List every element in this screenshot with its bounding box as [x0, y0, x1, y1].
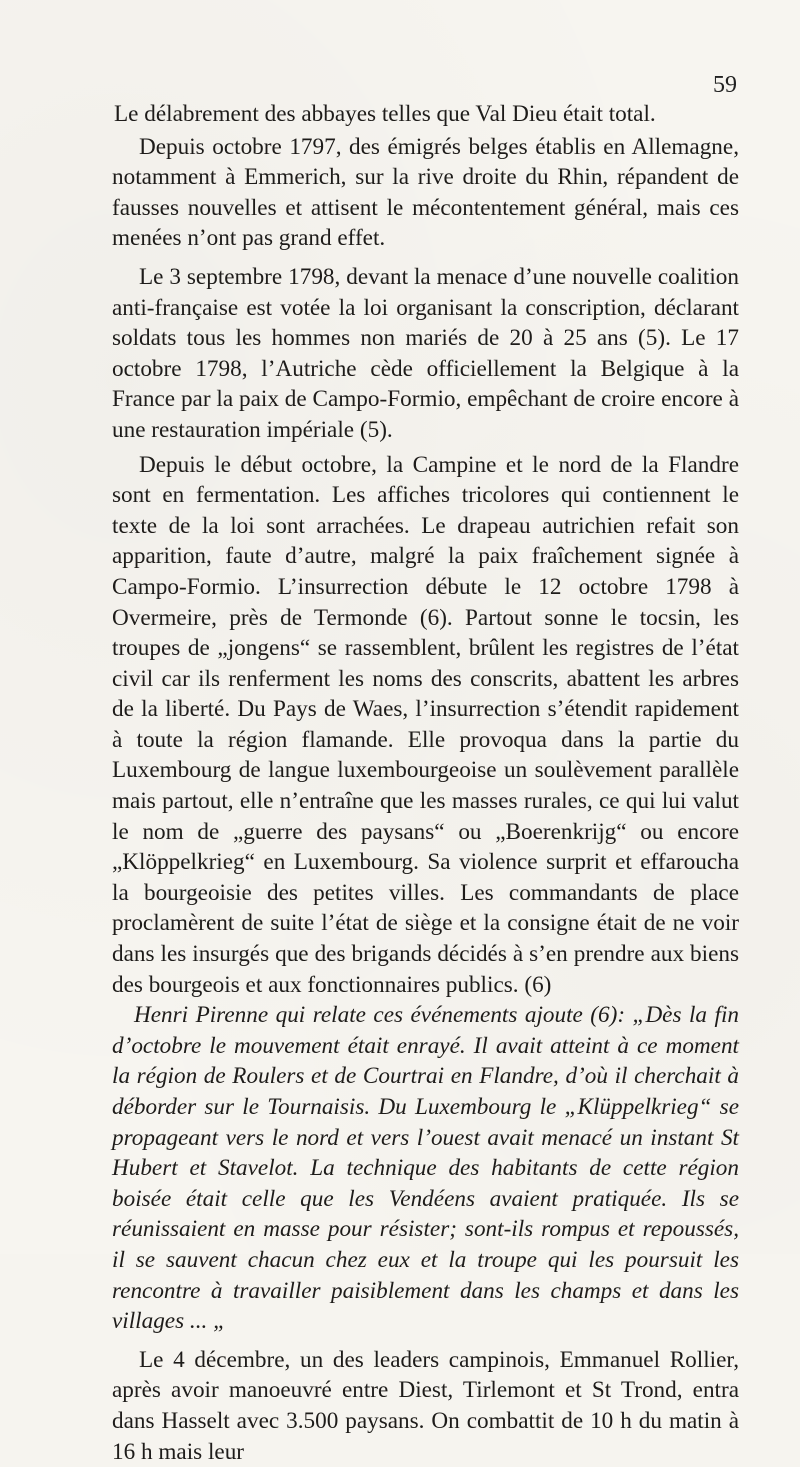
quote-pirenne: Henri Pirenne qui relate ces événements ajoute (6): „Dès la fin d’octobre le mouvement était enrayé. Il avait atteint à ce moment la région de Roulers et de Courtrai en Flandre, d’où il cherchait à déborder sur le Tournaisis. Du Luxembourg le „Klüppelkrieg“ se propageant vers le nord et vers l’ouest avait menacé un instant St Hubert et Stavelot. La technique des habitants de cette région boisée était celle que les Vendéens avaient pratiquée. Ils se réunissaient en masse pour résister; sont-ils rompus et repoussés, il se sauvent chacun chez eux et la troupe qui les poursuit les rencontre à travailler paisiblement dans les champs et dans les villages ... „ — [112, 1002, 739, 1335]
paragraph-conscription: Le 3 septembre 1798, devant la menace d’une nouvelle coalition anti-française est votée la loi organisant la conscription, déclarant soldats tous les hommes non mariés de 20 à 25 ans (5). Le 17 octobre 1798, l’Autriche cède officiellement la Belgique à la France par la paix de Campo-Formio, empêchant de croire encore à une restauration impériale (5). — [112, 263, 739, 443]
paragraph-emigres: Depuis octobre 1797, des émigrés belges établis en Allemagne, notamment à Emmerich, sur la rive droite du Rhin, répandent de fausses nouvelles et attisent le mécontentement général, mais ces menées n’ont pas grand effet. — [112, 133, 739, 252]
body-text — [112, 99, 739, 1467]
paragraph-abbeys: Le délabrement des abbayes telles que Val Dieu était total. — [114, 101, 656, 127]
paragraph-hasselt: Le 4 décembre, un des leaders campinois, Emmanuel Rollier, après avoir manoeuvré entre Diest, Tirlemont et St Trond, entra dans Hasselt avec 3.500 paysans. On combattit de 10 h du matin à 16 h mais leur — [112, 1346, 739, 1465]
paragraph-insurrection: Depuis le début octobre, la Campine et le nord de la Flandre sont en fermentation. Les affiches tricolores qui contiennent le texte de la loi sont arrachées. Le drapeau autrichien refait son apparition, faute d’autre, malgré la paix fraîchement signée à Campo-Formio. L’insurrection débute le 12 octobre 1798 à Overmeire, près de Termonde (6). Partout sonne le tocsin, les troupes de „jongens“ se rassemblent, brûlent les registres de l’état civil car ils renferment les noms des conscrits, abattent les arbres de la liberté. Du Pays de Waes, l’insurrection s’étendit rapidement à toute la région flamande. Elle provoqua dans la partie du Luxembourg de langue luxembourgeoise un soulèvement parallèle mais partout, elle n’entraîne que les masses rurales, ce qui lui valut le nom de „guerre des paysans“ ou „Boerenkrijg“ ou encore „Klöppelkrieg“ en Luxembourg. Sa violence surprit et effaroucha la bourgeoisie des petites villes. Les commandants de place proclamèrent de suite l’état de siège et la consigne était de ne voir dans les insurgés que des brigands décidés à s’en prendre aux biens des bourgeois et aux fonctionnaires publics. (6) — [112, 451, 739, 998]
page-number: 59 — [713, 72, 737, 98]
